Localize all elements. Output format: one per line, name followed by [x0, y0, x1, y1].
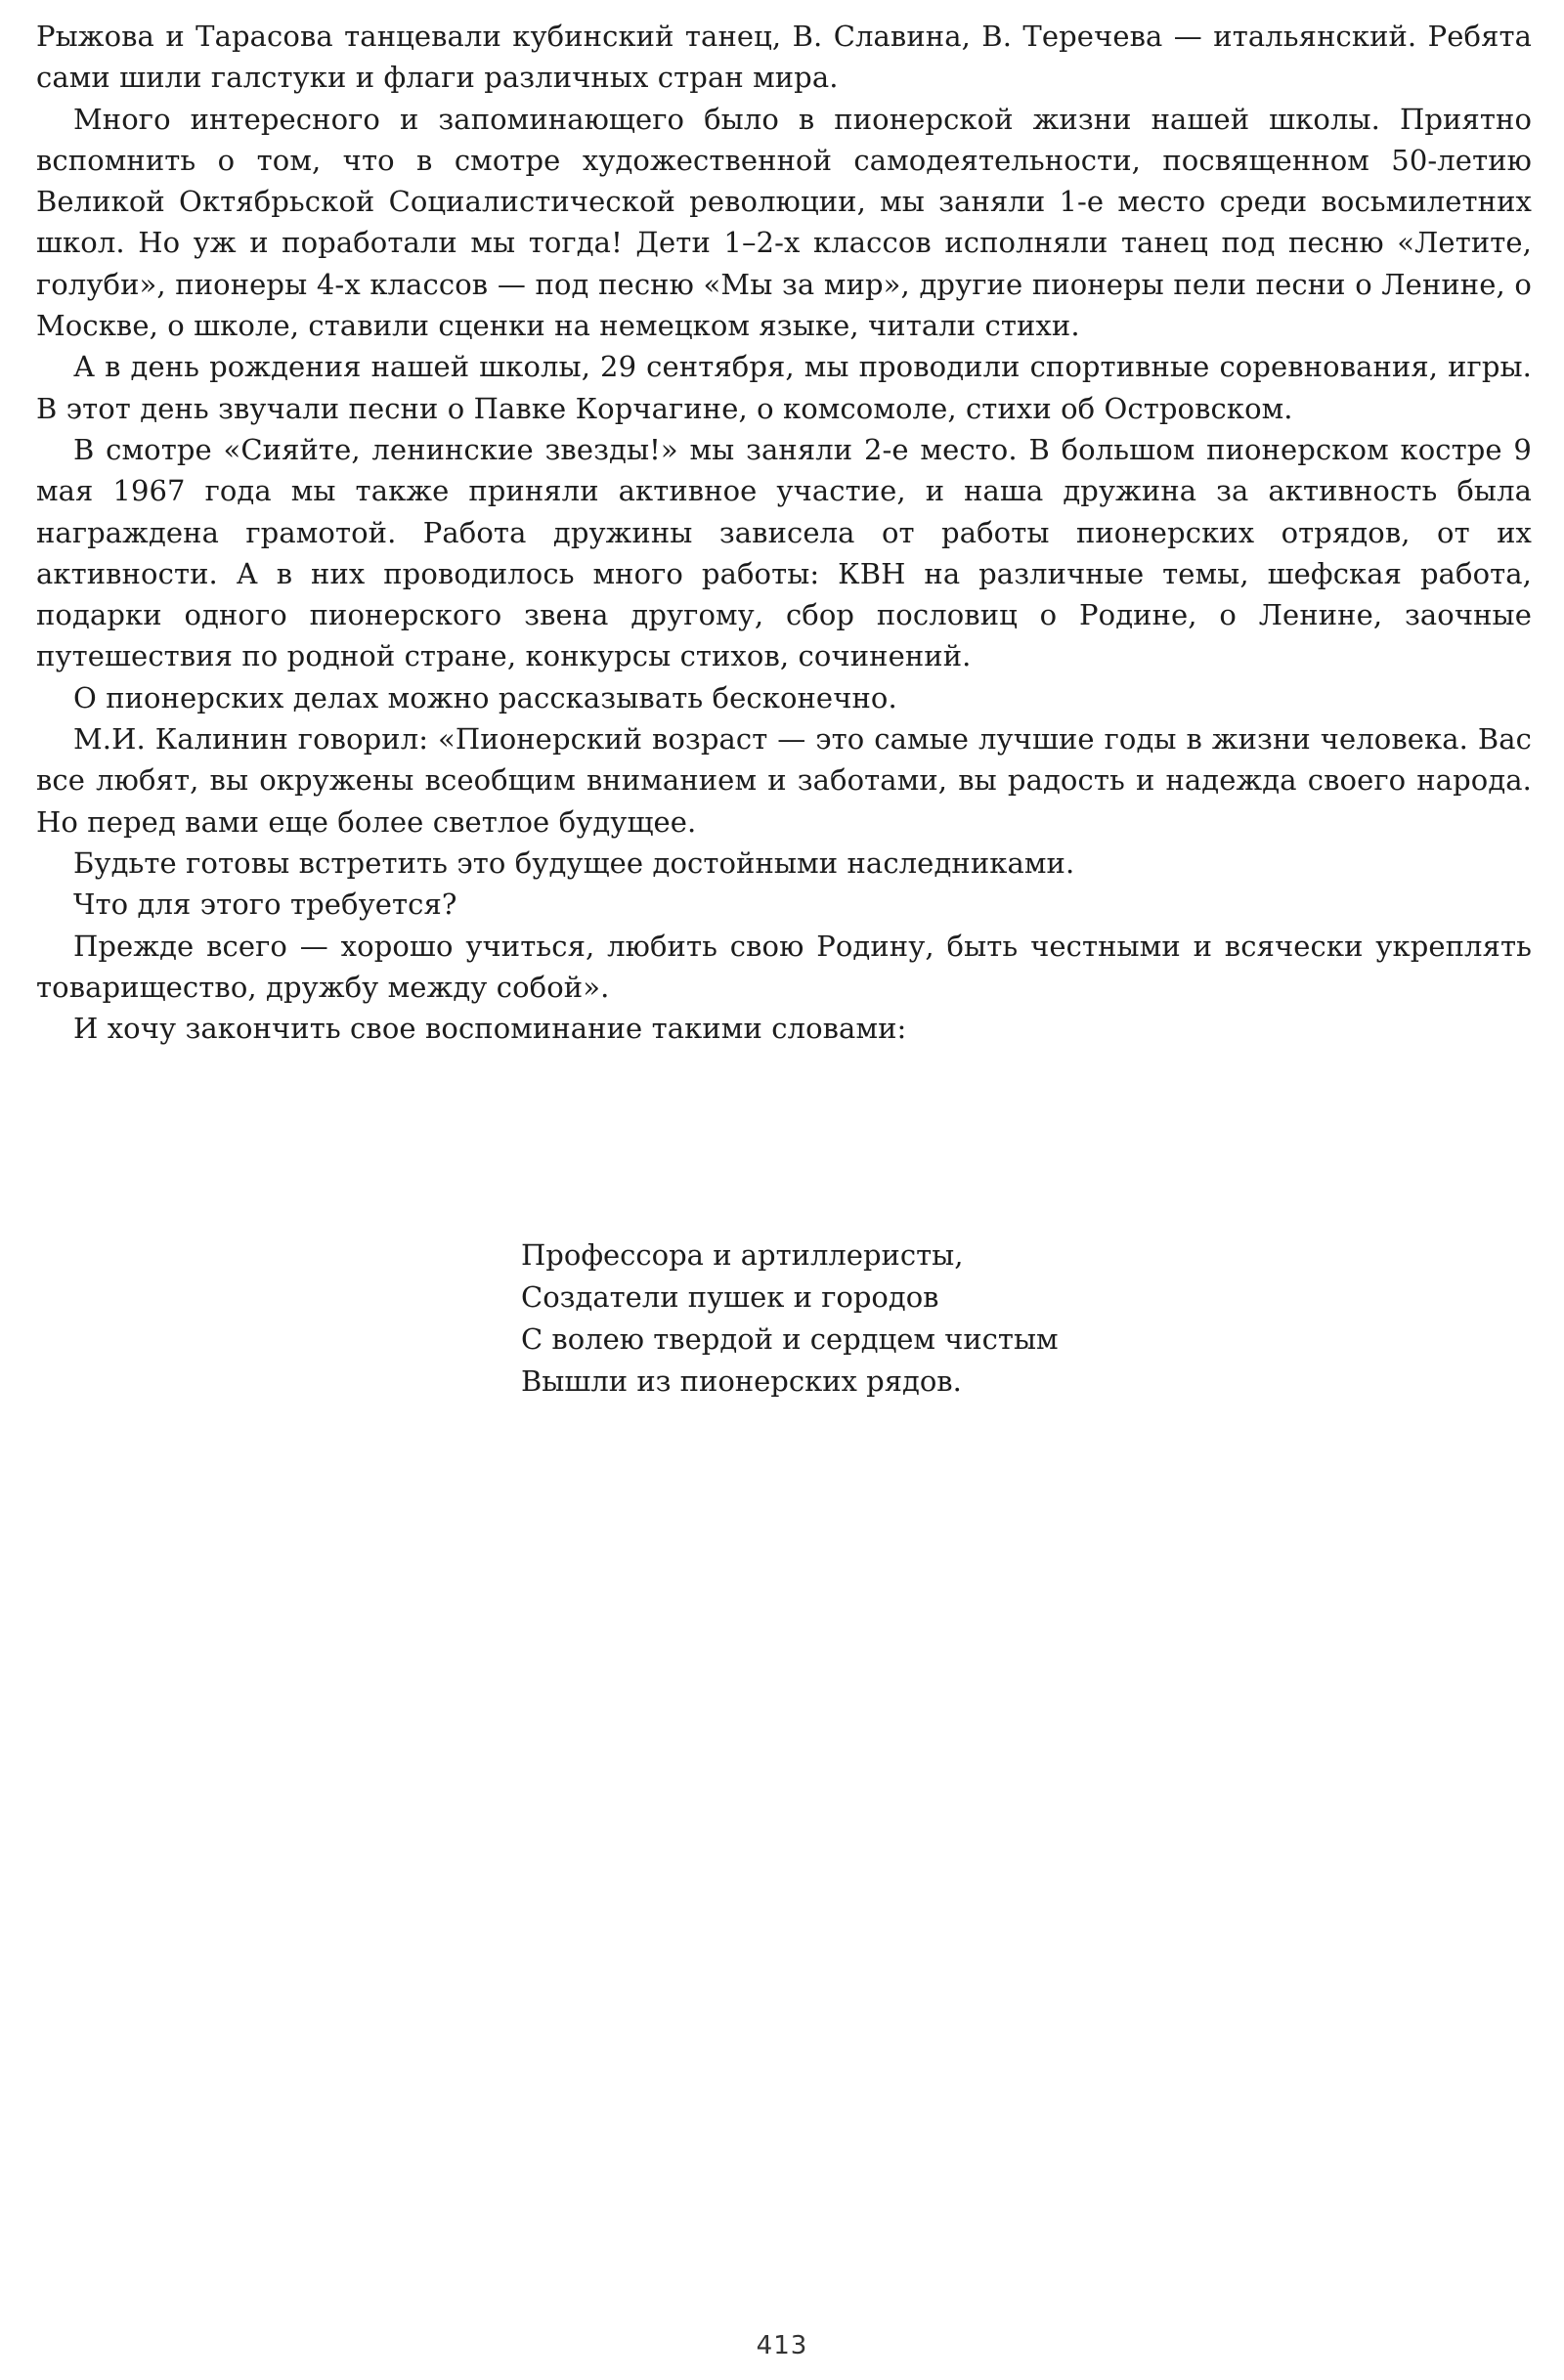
paragraph: Прежде всего — хорошо учиться, любить свою Родину, быть честными и всячески укреплять товарищество, дружбу между собой».: [36, 929, 1532, 1004]
paragraph: М.И. Калинин говорил: «Пионерский возраст — это самые лучшие годы в жизни человека. Вас все любят, вы окружены всеобщим вниманием и заботами, вы радость и надежда своего народа. Но перед вами еще более светлое будущее.: [36, 722, 1532, 839]
poem-line: Вышли из пионерских рядов.: [521, 1364, 962, 1398]
paragraph: Рыжова и Тарасова танцевали кубинский танец, В. Славина, В. Теречева — итальянский. Ребята сами шили галстуки и флаги различных стран мира.: [36, 20, 1532, 95]
paragraph: И хочу закончить свое воспоминание такими словами:: [73, 1012, 907, 1046]
page-number: 413: [756, 2331, 808, 2360]
paragraph: Будьте готовы встретить это будущее достойными наследниками.: [73, 845, 1075, 880]
paragraph: О пионерских делах можно рассказывать бесконечно.: [73, 680, 897, 714]
poem-line: Создатели пушек и городов: [521, 1280, 939, 1314]
paragraph: Много интересного и запоминающего было в пионерской жизни нашей школы. Приятно вспомнить о том, что в смотре художественной самодеятельности, посвященном 50-летию Великой Октябрьской Социалистической революции, мы заняли 1-е место среди восьмилетних школ. Но уж и поработали мы тогда! Дети 1–2-х классов исполняли танец под песню «Летите, голуби», пионеры 4-х классов — под песню «Мы за мир», другие пионеры пели песни о Ленине, о Москве, о школе, ставили сценки на немецком языке, читали стихи.: [36, 102, 1532, 343]
body-text: [36, 16, 1532, 1049]
paragraph: А в день рождения нашей школы, 29 сентября, мы проводили спортивные соревнования, игры. В этот день звучали песни о Павке Корчагине, о комсомоле, стихи об Островском.: [36, 350, 1532, 425]
paragraph: В смотре «Сияйте, ленинские звезды!» мы заняли 2-е место. В большом пионерском костре 9 мая 1967 года мы также приняли активное участие, и наша дружина за активность была награждена грамотой. Работа дружины зависела от работы пионерских отрядов, от их активности. А в них проводилось много работы: КВН на различные темы, шефская работа, подарки одного пионерского звена другому, сбор пословиц о Родине, о Ленине, заочные путешествия по родной стране, конкурсы стихов, сочинений.: [36, 432, 1532, 673]
paragraph: Что для этого требуется?: [73, 887, 457, 922]
poem-stanza: [521, 1234, 1059, 1403]
poem-line: Профессора и артиллеристы,: [521, 1238, 964, 1272]
poem-line: С волею твердой и сердцем чистым: [521, 1322, 1059, 1356]
